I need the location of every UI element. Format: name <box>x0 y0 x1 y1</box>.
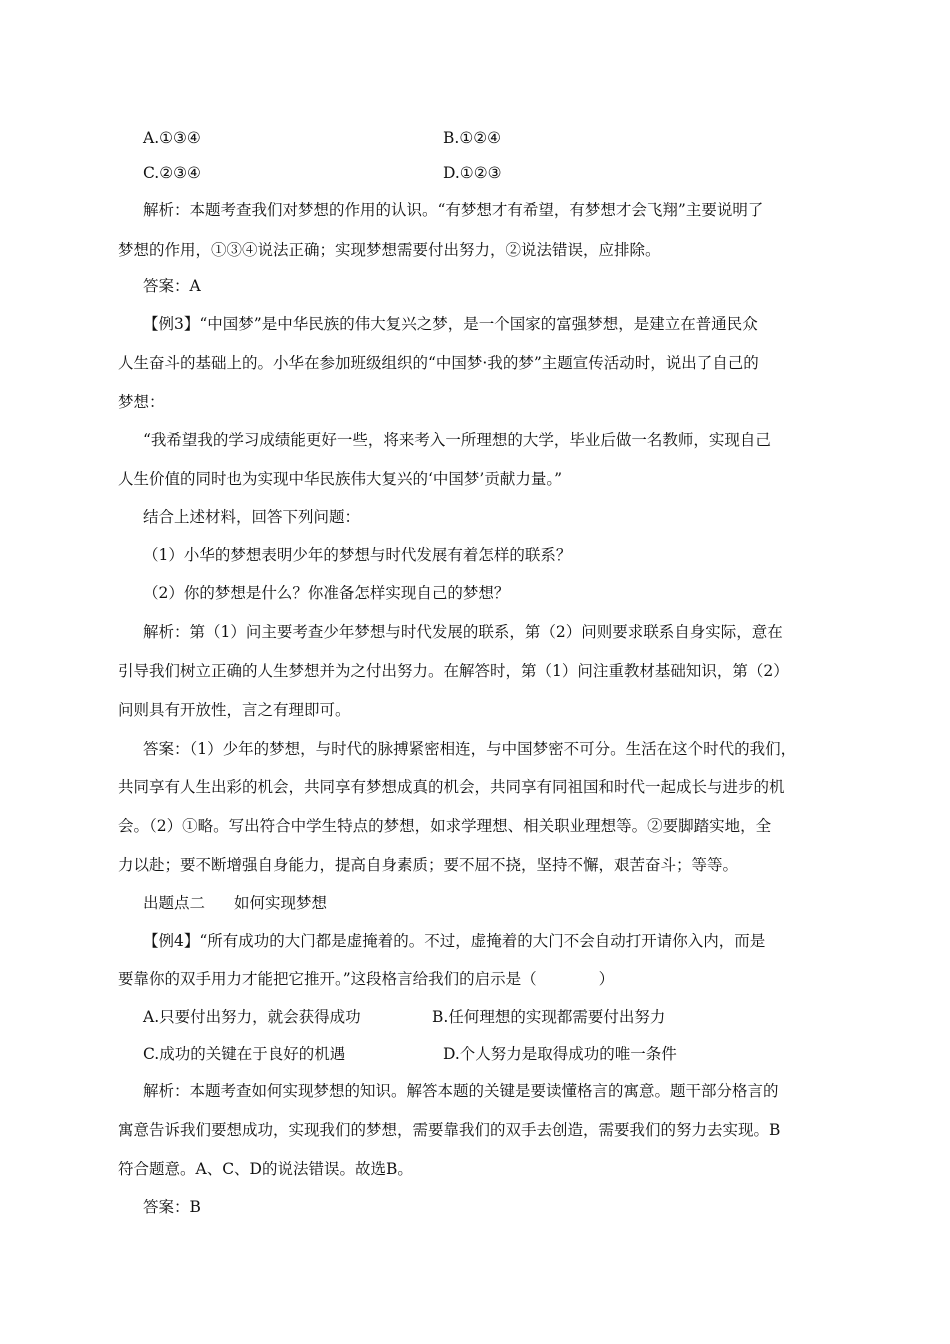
example-text: 要靠你的双手用力才能把它推开。”这段格言给我们的启示是（ ） <box>118 970 615 988</box>
section-title: 如何实现梦想 <box>234 894 328 912</box>
option-a: A.①③④ <box>143 129 201 147</box>
option-a: A.只要付出努力，就会获得成功 <box>143 1008 361 1026</box>
option-c: C.成功的关键在于良好的机遇 <box>143 1045 346 1063</box>
answer-text: 共同享有人生出彩的机会，共同享有梦想成真的机会，共同享有同祖国和时代一起成长与进步的机 <box>118 778 785 796</box>
section-label: 出题点二 <box>143 894 206 912</box>
analysis-text: 解析：第（1）问主要考查少年梦想与时代发展的联系，第（2）问则要求联系自身实际，意在 <box>143 623 783 641</box>
answer-text: 答案：A <box>143 277 201 295</box>
example-text: 人生奋斗的基础上的。小华在参加班级组织的“中国梦·我的梦”主题宣传活动时，说出了自己的 <box>118 354 759 372</box>
answer-text: 答案：B <box>143 1198 201 1216</box>
question-item: （2）你的梦想是什么？你准备怎样实现自己的梦想？ <box>143 584 510 602</box>
analysis-text: 梦想的作用，①③④说法正确；实现梦想需要付出努力，②说法错误，应排除。 <box>118 241 661 259</box>
example-heading: 【例4】“所有成功的大门都是虚掩着的。不过，虚掩着的大门不会自动打开请你入内，而是 <box>143 932 766 950</box>
quote-text: “我希望我的学习成绩能更好一些，将来考入一所理想的大学，毕业后做一名教师，实现自己 <box>143 431 771 449</box>
quote-text: 人生价值的同时也为实现中华民族伟大复兴的‘中国梦’贡献力量。” <box>118 470 563 488</box>
analysis-text: 引导我们树立正确的人生梦想并为之付出努力。在解答时，第（1）问注重教材基础知识，第（2） <box>118 662 789 680</box>
option-d: D.①②③ <box>443 164 502 182</box>
answer-text: 会。（2）①略。写出符合中学生特点的梦想，如求学理想、相关职业理想等。②要脚踏实地，全 <box>118 817 772 835</box>
answer-text: 答案：（1）少年的梦想，与时代的脉搏紧密相连，与中国梦密不可分。生活在这个时代的我们， <box>143 740 797 758</box>
option-b: B.任何理想的实现都需要付出努力 <box>432 1008 666 1026</box>
question-prompt: 结合上述材料，回答下列问题： <box>143 508 361 526</box>
answer-text: 力以赴；要不断增强自身能力，提高自身素质；要不屈不挠，坚持不懈，艰苦奋斗；等等。 <box>118 856 739 874</box>
analysis-text: 解析：本题考查如何实现梦想的知识。解答本题的关键是要读懂格言的寓意。题干部分格言的 <box>143 1082 779 1100</box>
option-b: B.①②④ <box>443 129 502 147</box>
analysis-text: 符合题意。A、C、D的说法错误。故选B。 <box>118 1160 413 1178</box>
option-d: D.个人努力是取得成功的唯一条件 <box>443 1045 677 1063</box>
option-c: C.②③④ <box>143 164 201 182</box>
question-item: （1）小华的梦想表明少年的梦想与时代发展有着怎样的联系？ <box>143 546 572 564</box>
example-heading: 【例3】“中国梦”是中华民族的伟大复兴之梦，是一个国家的富强梦想，是建立在普通民众 <box>143 315 758 333</box>
analysis-text: 解析：本题考查我们对梦想的作用的认识。“有梦想才有希望，有梦想才会飞翔”主要说明了 <box>143 201 764 219</box>
analysis-text: 问则具有开放性，言之有理即可。 <box>118 701 351 719</box>
example-text: 梦想： <box>118 393 165 411</box>
analysis-text: 寓意告诉我们要想成功，实现我们的梦想，需要靠我们的双手去创造，需要我们的努力去实现。B <box>118 1121 781 1139</box>
